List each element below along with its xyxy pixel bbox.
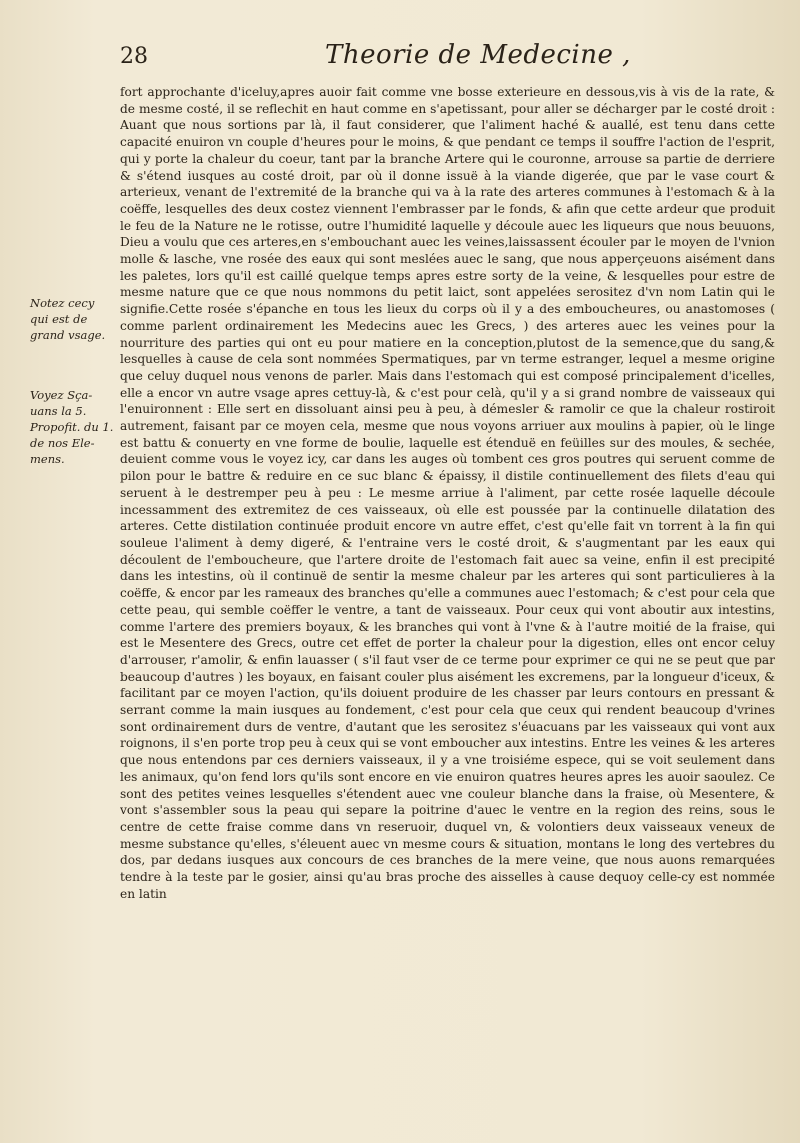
running-title: Theorie de Medecine , <box>325 40 631 70</box>
margin-note: Voyez Sça-uans la 5. Propofit. du 1. de nos Ele-mens. <box>30 388 114 466</box>
body-text-block <box>120 84 775 1129</box>
page-header <box>120 40 720 76</box>
page-number: 28 <box>120 44 148 69</box>
margin-note: Notez cecy qui est de grand vsage. <box>30 296 106 342</box>
body-paragraph: fort approchante d'iceluy,apres auoir fait comme vne bosse exterieure en dessous,vis à vis de la rate, & de mesme costé, il se reflechit en haut comme en s'apetissant, pour aller se décharger par le costé droit : Auant que nous sortions par là, il faut considerer, que l'aliment haché & auallé, est tenu dans cette capacité enuiron vn couple d'heures pour le moins, & que pendant ce temps il souffre l'action de l'esprit, qui y porte la chaleur du coeur, tant par la branche Artere qui le couronne, arrouse sa partie de derriere & s'étend iusques au costé droit, par où il donne issuë à la viande digerée, que par le vase court & arterieux, venant de l'extremité de la branche qui va à la rate des arteres communes à l'estomach & à la coëffe, lesquelles des deux costez viennent l'embrasser par le fonds, & afin que cette ardeur que produit le feu de la Nature ne le rotisse, outre l'humidité laquelle y découle auec les liqueurs que nous beuuons, Dieu a voulu que ces arteres,en s'embouchant auec les veines,laissassent écouler par le moyen de l'vnion molle & lasche, vne rosée des eaux qui sont meslées auec le sang, que nous apperçeuons aisément dans les paletes, lors qu'il est caillé quelque temps apres estre sorty de la veine, & lesquelles pour estre de mesme nature que ce que nous nommons du petit laict, sont appelées serositez d'vn nom Latin qui le signifie.Cette rosée s'épanche en tous les lieux du corps où il y a des emboucheures, ou anastomoses ( comme parlent ordinairement les Medecins auec les Grecs, ) des arteres auec les veines pour la nourriture des parties qui ont eu pour matiere en la conception,plutost de la semence,que du sang,& lesquelles à cause de cela sont nommées Spermatiques, par vn terme estranger, lequel a mesme origine que celuy duquel nous venons de parler. Mais dans l'estomach qui est composé principalement d'icelles, elle a encor vn autre vsage apres cettuy-là, & c'est pour celà, qu'il y a si grand nombre de vaisseaux qui l'enuironnent : Elle sert en dissoluant ainsi peu à peu, à démesler & ramolir ce que la chaleur rostiroit autrement, faisant par ce moyen cela, mesme que nous voyons arriuer aux moulins à papier, où le linge est battu & conuerty en vne forme de boulie, laquelle est étenduë en feüilles sur des moules, & sechée, deuient comme vous le voyez icy, car dans les auges où tombent ces gros poutres qui seruent comme de pilon pour le battre & reduire en ce suc blanc & épaissy, il distile continuellement des filets d'eau qui seruent à le destremper peu à peu : Le mesme arriue à l'aliment, par cette rosée laquelle découle incessamment des extremitez de ces vaisseaux, où elle est poussée par la continuelle dilatation des arteres. Cette distilation continuée produit encore vn autre effet, c'est qu'elle fait vn torrent à la fin qui souleue l'aliment à demy digeré, & l'entraine vers le costé droit, & s'augmentant par les eaux qui découlent de l'emboucheure, que l'artere droite de l'estomach fait auec sa veine, enfin il est precipité dans les intestins, où il continuë de sentir la mesme chaleur par les arteres qui sont particulieres à la coëffe, & encor par les rameaux des branches qu'elle a communes auec l'estomach; & c'est pour cela que cette peau, qui semble coëffer le ventre, a tant de vaisseaux. Pour ceux qui vont aboutir aux intestins, comme l'artere des premiers boyaux, & les branches qui vont à l'vne & à l'autre moitié de la fraise, qui est le Mesentere des Grecs, outre cet effet de porter la chaleur pour la digestion, elles ont encor celuy d'arrouser, r'amolir, & enfin lauasser ( s'il faut vser de ce terme pour exprimer ce qui ne se peut que par beaucoup d'autres ) les boyaux, en faisant couler plus aisément les excremens, par la longueur d'iceux, & facilitant par ce moyen l'action, qu'ils doiuent produire de les chasser par leurs contours en pressant & serrant comme la main iusques au fondement, c'est pour cela que ceux qui rendent beaucoup d'vrines sont ordinairement durs de ventre, d'autant que les serositez s'éuacuans par les vaisseaux qui vont aux roignons, il s'en porte trop peu à ceux qui se vont emboucher aux intestins. Entre les veines & les arteres que nous entendons par ces derniers vaisseaux, il y a vne troisiéme espece, qui se voit seulement dans les animaux, qu'on fend lors qu'ils sont encore en vie enuiron quatres heures apres les auoir saoulez. Ce sont des petites veines lesquelles s'étendent auec vne couleur blanche dans la fraise, où Mesentere, & vont s'assembler sous la peau qui separe la poitrine d'auec le ventre en la region des reins, sous le centre de cette fraise comme dans vn reseruoir, duquel vn, & volontiers deux vaisseaux veneux de mesme substance qu'elles, s'éleuent auec vn mesme cours & situation, montans le long des vertebres du dos, par dedans iusques aux concours de ces branches de la mere veine, que nous auons remarquées tendre à la teste par le gosier, ainsi qu'au bras proche des aisselles à cause dequoy celle-cy est nommée en latin <box>120 85 775 901</box>
margin-notes <box>30 295 115 511</box>
